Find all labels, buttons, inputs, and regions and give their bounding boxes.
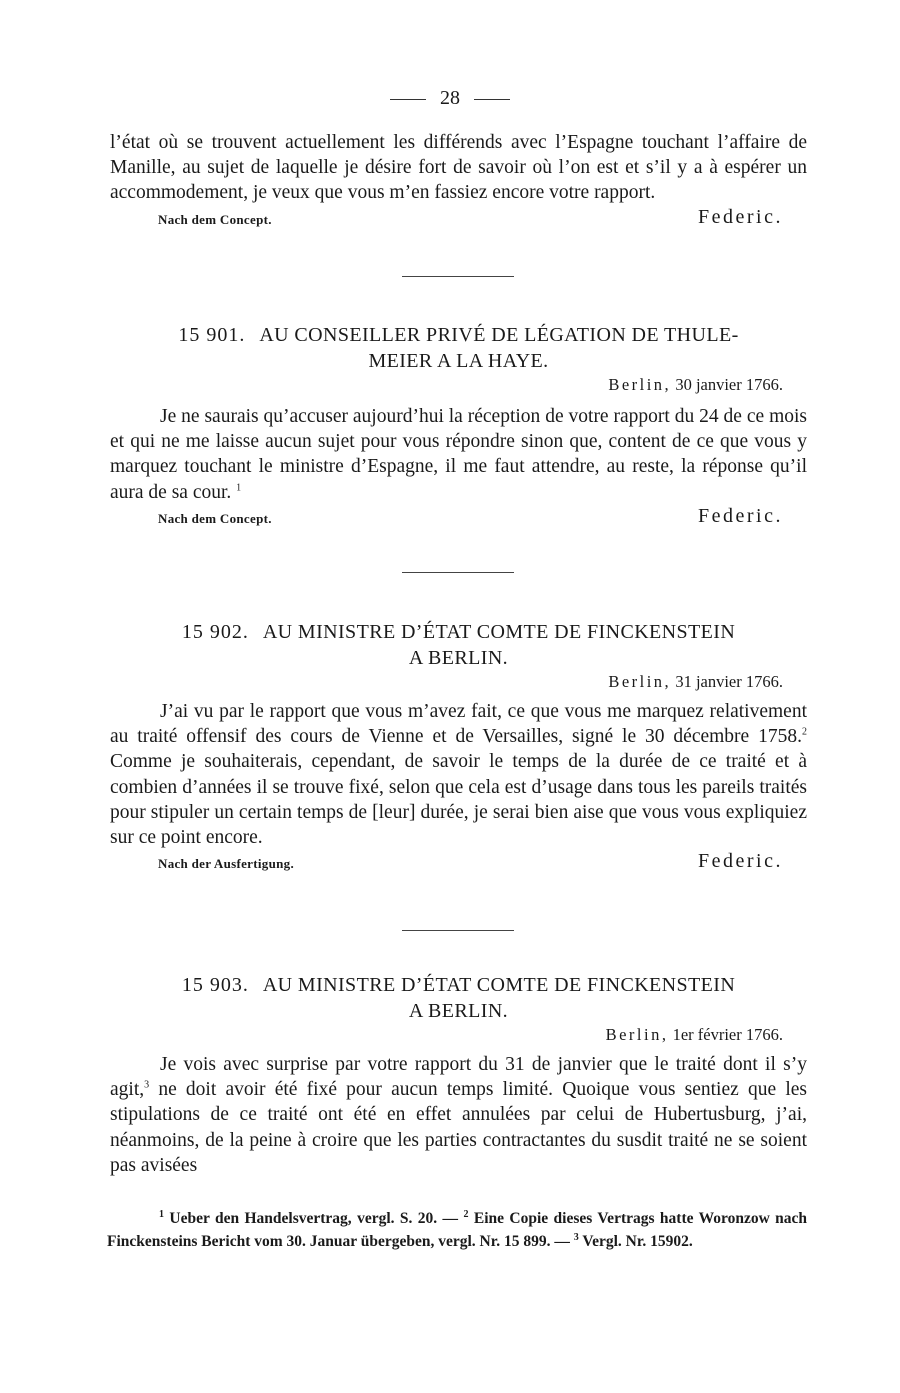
footnote-mark: 1 bbox=[159, 1208, 164, 1220]
letter-number: 15 903. bbox=[181, 974, 249, 996]
letter-signature: Federic. bbox=[698, 850, 783, 873]
letter-signature: Federic. bbox=[698, 504, 783, 527]
letter-heading bbox=[110, 322, 807, 374]
letter-place: Berlin, bbox=[605, 1025, 669, 1044]
letter-15902 bbox=[110, 619, 807, 876]
letter-heading bbox=[110, 972, 807, 1024]
footnote-text: Vergl. Nr. 15902. bbox=[582, 1232, 693, 1250]
footnote-ref: 1 bbox=[236, 482, 242, 494]
letter-heading-line1: AU MINISTRE D’ÉTAT COMTE DE FINCKENSTEIN bbox=[262, 974, 736, 996]
intro-signature: Federic. bbox=[698, 205, 783, 228]
letter-body-text: Je vois avec surprise par votre rapport du 31 de janvier que le traité dont il s’y agit, bbox=[110, 1054, 807, 1101]
page-number-dash-left bbox=[390, 99, 426, 100]
intro-paragraph: l’état où se trouvent actuellement les différends avec l’Espagne touchant l’affaire de Manille, au sujet de laquelle je désire fort de savoir où l’on est et s’il y a à espérer un accommodement, je veux que vous m’en fassiez encore votre rapport. bbox=[110, 132, 807, 204]
letter-heading-line2: A BERLIN. bbox=[408, 1000, 509, 1022]
separator-1 bbox=[402, 276, 514, 277]
letter-body: Je vois avec surprise par votre rapport du 31 de janvier que le traité dont il s’y agit,$^3$ ne doit avoir été fixé pour aucun temps limité. Quoique vous sentiez que les stipulations de ce traité ont été en effet annulées par celui de Hubertusburg, j’ai, néanmoins, de la peine à croire que les parties contractantes du susdit traité ne se soient pas avisées bbox=[110, 1054, 807, 1176]
letter-dateline bbox=[110, 374, 807, 396]
footnotes-text bbox=[107, 1208, 807, 1253]
intro-section bbox=[110, 130, 807, 232]
footnotes bbox=[107, 1208, 807, 1253]
letter-body-text: J’ai vu par le rapport que vous m’avez fait, ce que vous me marquez relativement au traité offensif des cours de Vienne et de Versailles, signé le 30 décembre 1758. bbox=[110, 701, 807, 748]
letter-body-text: Je ne saurais qu’accuser aujourd’hui la réception de votre rapport du 24 de ce mois et qui ne me laisse aucun sujet pour vous répondre sinon que, content de ce que vous y marquez touchant le ministre d’Espagne, il me faut attendre, au reste, la réponse qu’il aura de sa cour. bbox=[110, 406, 807, 503]
letter-number: 15 901. bbox=[178, 324, 246, 346]
letter-date: 1er février 1766. bbox=[672, 1025, 783, 1044]
footnote-mark: 2 bbox=[463, 1208, 469, 1220]
letter-place: Berlin, bbox=[608, 375, 672, 394]
letter-dateline bbox=[110, 1024, 807, 1046]
letter-signature-row bbox=[110, 850, 807, 876]
letter-date: 30 janvier 1766. bbox=[675, 375, 783, 394]
letter-15903 bbox=[110, 972, 807, 1178]
letter-heading-line1: AU MINISTRE D’ÉTAT COMTE DE FINCKENSTEIN bbox=[262, 621, 736, 643]
letter-heading bbox=[110, 619, 807, 671]
intro-signature-row bbox=[110, 206, 807, 232]
footnote-mark: 3 bbox=[573, 1231, 579, 1243]
footnote-ref: 2 bbox=[802, 726, 807, 738]
letter-number: 15 902. bbox=[181, 621, 249, 643]
separator-3 bbox=[402, 930, 514, 931]
separator-2 bbox=[402, 572, 514, 573]
page-number: 28 bbox=[440, 87, 460, 109]
letter-date: 31 janvier 1766. bbox=[675, 672, 783, 691]
letter-dateline bbox=[110, 671, 807, 693]
page-number-line bbox=[0, 86, 900, 110]
letter-signature-row bbox=[110, 505, 807, 531]
intro-source-note: Nach dem Concept. bbox=[158, 211, 272, 227]
letter-heading-line2: A BERLIN. bbox=[408, 647, 509, 669]
footnote-text: Ueber den Handelsvertrag, vergl. S. 20. — bbox=[169, 1210, 459, 1227]
letter-15901 bbox=[110, 322, 807, 531]
letter-source-note: Nach dem Concept. bbox=[158, 510, 272, 526]
letter-source-note: Nach der Ausfertigung. bbox=[158, 856, 295, 872]
footnote-ref: 3 bbox=[144, 1079, 150, 1091]
letter-body bbox=[110, 404, 807, 505]
letter-body: J’ai vu par le rapport que vous m’avez fait, ce que vous me marquez relativement au traité offensif des cours de Vienne et de Versailles, signé le 30 décembre 1758.$^2$ Comme je souhaiterais, cependant, de savoir le temps de la durée de ce traité et à combien d’années il se trouve fixé, selon que cela est d’usage dans tous les pareils traités pour stipuler un certain temps de [leur] durée, je serai bien aise que vous vous expliquiez sur ce point encore. bbox=[110, 701, 807, 849]
footnote-text: Eine Copie dieses Vertrags hatte Woronzow nach Finckensteins Bericht vom 30. Januar übergeben, vergl. Nr. 15 899. — bbox=[107, 1210, 808, 1250]
letter-place: Berlin, bbox=[608, 672, 672, 691]
letter-heading-line2: MEIER A LA HAYE. bbox=[368, 350, 549, 372]
letter-heading-line1: AU CONSEILLER PRIVÉ DE LÉGATION DE THULE- bbox=[259, 324, 739, 346]
page-number-dash-right bbox=[474, 99, 510, 100]
